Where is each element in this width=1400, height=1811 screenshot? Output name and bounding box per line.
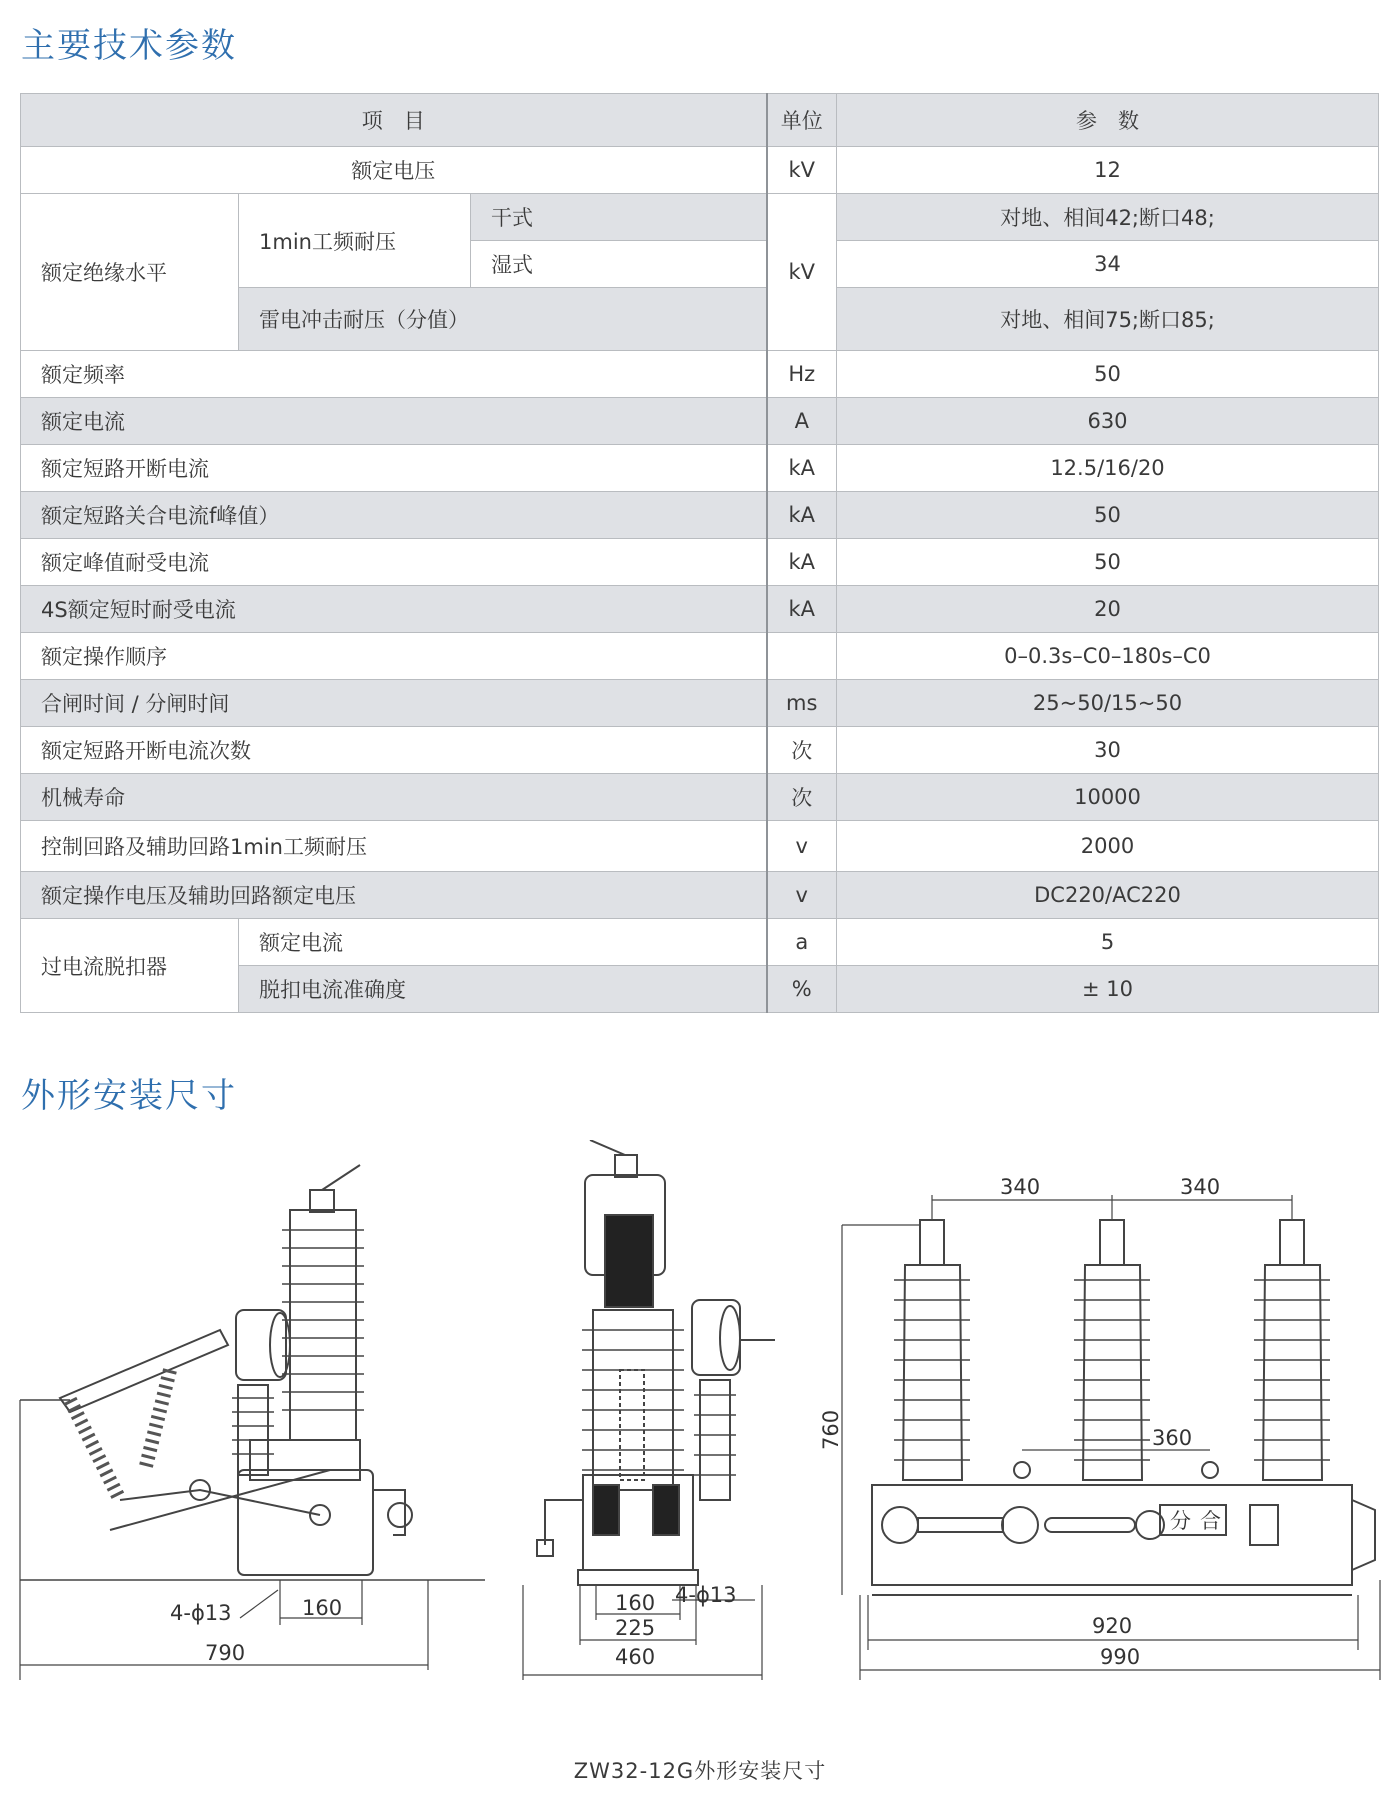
overcurrent-label: 过电流脱扣器 (21, 919, 239, 1013)
row-label: 额定电流 (21, 398, 767, 445)
front-dim-460: 460 (615, 1645, 656, 1669)
table-header-row (21, 94, 1379, 147)
oc-rated-current-unit: a (767, 919, 837, 966)
side-dim-160: 160 (302, 1596, 343, 1620)
three-pole-view-drawing (842, 1195, 1380, 1680)
header-unit: 单位 (767, 94, 837, 147)
side-hole-label: 4-ϕ13 (170, 1601, 232, 1625)
open-label: 分 (1170, 1509, 1191, 1533)
row-unit: 次 (767, 727, 837, 774)
top-dim-360: 360 (1152, 1426, 1193, 1450)
oc-rated-current-label: 额定电流 (239, 919, 767, 966)
table-row (21, 194, 1379, 241)
row-value: 10000 (837, 774, 1379, 821)
table-row (21, 727, 1379, 774)
row-unit: kA (767, 539, 837, 586)
front-dim-160: 160 (615, 1591, 656, 1615)
row-value: 2000 (837, 821, 1379, 872)
row-value: 50 (837, 492, 1379, 539)
row-label: 额定电压 (21, 147, 767, 194)
table-row (21, 492, 1379, 539)
top-dim-920: 920 (1092, 1614, 1133, 1638)
row-unit: Hz (767, 351, 837, 398)
row-value: 50 (837, 539, 1379, 586)
row-label: 额定峰值耐受电流 (21, 539, 767, 586)
row-value: DC220/AC220 (837, 872, 1379, 919)
row-label: 额定操作顺序 (21, 633, 767, 680)
table-row (21, 774, 1379, 821)
row-label: 额定短路开断电流次数 (21, 727, 767, 774)
row-value: 25~50/15~50 (837, 680, 1379, 727)
oc-rated-current-value: 5 (837, 919, 1379, 966)
side-dim-790: 790 (205, 1641, 246, 1665)
row-label: 额定操作电压及辅助回路额定电压 (21, 872, 767, 919)
table-row (21, 351, 1379, 398)
row-unit (767, 633, 837, 680)
top-dim-990: 990 (1100, 1645, 1141, 1669)
row-unit: v (767, 872, 837, 919)
row-unit: 次 (767, 774, 837, 821)
front-hole-label: 4-ϕ13 (675, 1583, 737, 1607)
row-label: 额定短路开断电流 (21, 445, 767, 492)
oc-accuracy-unit: % (767, 966, 837, 1013)
row-unit: kV (767, 147, 837, 194)
row-label: 合闸时间 / 分闸时间 (21, 680, 767, 727)
row-label: 额定频率 (21, 351, 767, 398)
dry-label: 干式 (471, 194, 767, 241)
row-label: 机械寿命 (21, 774, 767, 821)
lightning-label: 雷电冲击耐压（分值） (239, 288, 767, 351)
row-value: 0–0.3s–C0–180s–C0 (837, 633, 1379, 680)
installation-drawing (0, 1140, 1400, 1720)
wet-value: 34 (837, 241, 1379, 288)
row-value: 50 (837, 351, 1379, 398)
row-unit: ms (767, 680, 837, 727)
row-unit: A (767, 398, 837, 445)
table-row (21, 872, 1379, 919)
row-unit: kA (767, 586, 837, 633)
row-unit: kA (767, 492, 837, 539)
row-label: 额定短路关合电流f峰值） (21, 492, 767, 539)
oc-accuracy-label: 脱扣电流准确度 (239, 966, 767, 1013)
drawing-caption: ZW32-12G外形安装尺寸 (573, 1759, 827, 1783)
table-row (21, 147, 1379, 194)
row-value: 30 (837, 727, 1379, 774)
table-row (21, 821, 1379, 872)
table-row (21, 919, 1379, 966)
table-row (21, 680, 1379, 727)
section-title-specs: 主要技术参数 (21, 26, 237, 66)
row-value: 12 (837, 147, 1379, 194)
table-row (21, 586, 1379, 633)
lightning-value: 对地、相间75;断口85; (837, 288, 1379, 351)
table-row (21, 398, 1379, 445)
oc-accuracy-value: ± 10 (837, 966, 1379, 1013)
top-dim-340-left: 340 (1000, 1175, 1041, 1199)
row-label: 控制回路及辅助回路1min工频耐压 (21, 821, 767, 872)
header-item: 项 目 (21, 94, 767, 147)
dry-value: 对地、相间42;断口48; (837, 194, 1379, 241)
row-value: 630 (837, 398, 1379, 445)
power-freq-label: 1min工频耐压 (239, 194, 471, 288)
header-param: 参 数 (837, 94, 1379, 147)
top-dim-760: 760 (819, 1409, 843, 1450)
spec-table (20, 93, 1379, 1013)
row-label: 4S额定短时耐受电流 (21, 586, 767, 633)
top-dim-340-right: 340 (1180, 1175, 1221, 1199)
front-dim-225: 225 (615, 1616, 656, 1640)
insulation-label: 额定绝缘水平 (21, 194, 239, 351)
section-title-dimensions: 外形安装尺寸 (21, 1076, 237, 1116)
table-row (21, 539, 1379, 586)
row-value: 12.5/16/20 (837, 445, 1379, 492)
insulation-unit: kV (767, 194, 837, 351)
row-unit: kA (767, 445, 837, 492)
row-unit: v (767, 821, 837, 872)
side-view-drawing (20, 1165, 485, 1680)
table-row (21, 633, 1379, 680)
row-value: 20 (837, 586, 1379, 633)
table-row (21, 445, 1379, 492)
wet-label: 湿式 (471, 241, 767, 288)
close-label: 合 (1200, 1509, 1221, 1533)
